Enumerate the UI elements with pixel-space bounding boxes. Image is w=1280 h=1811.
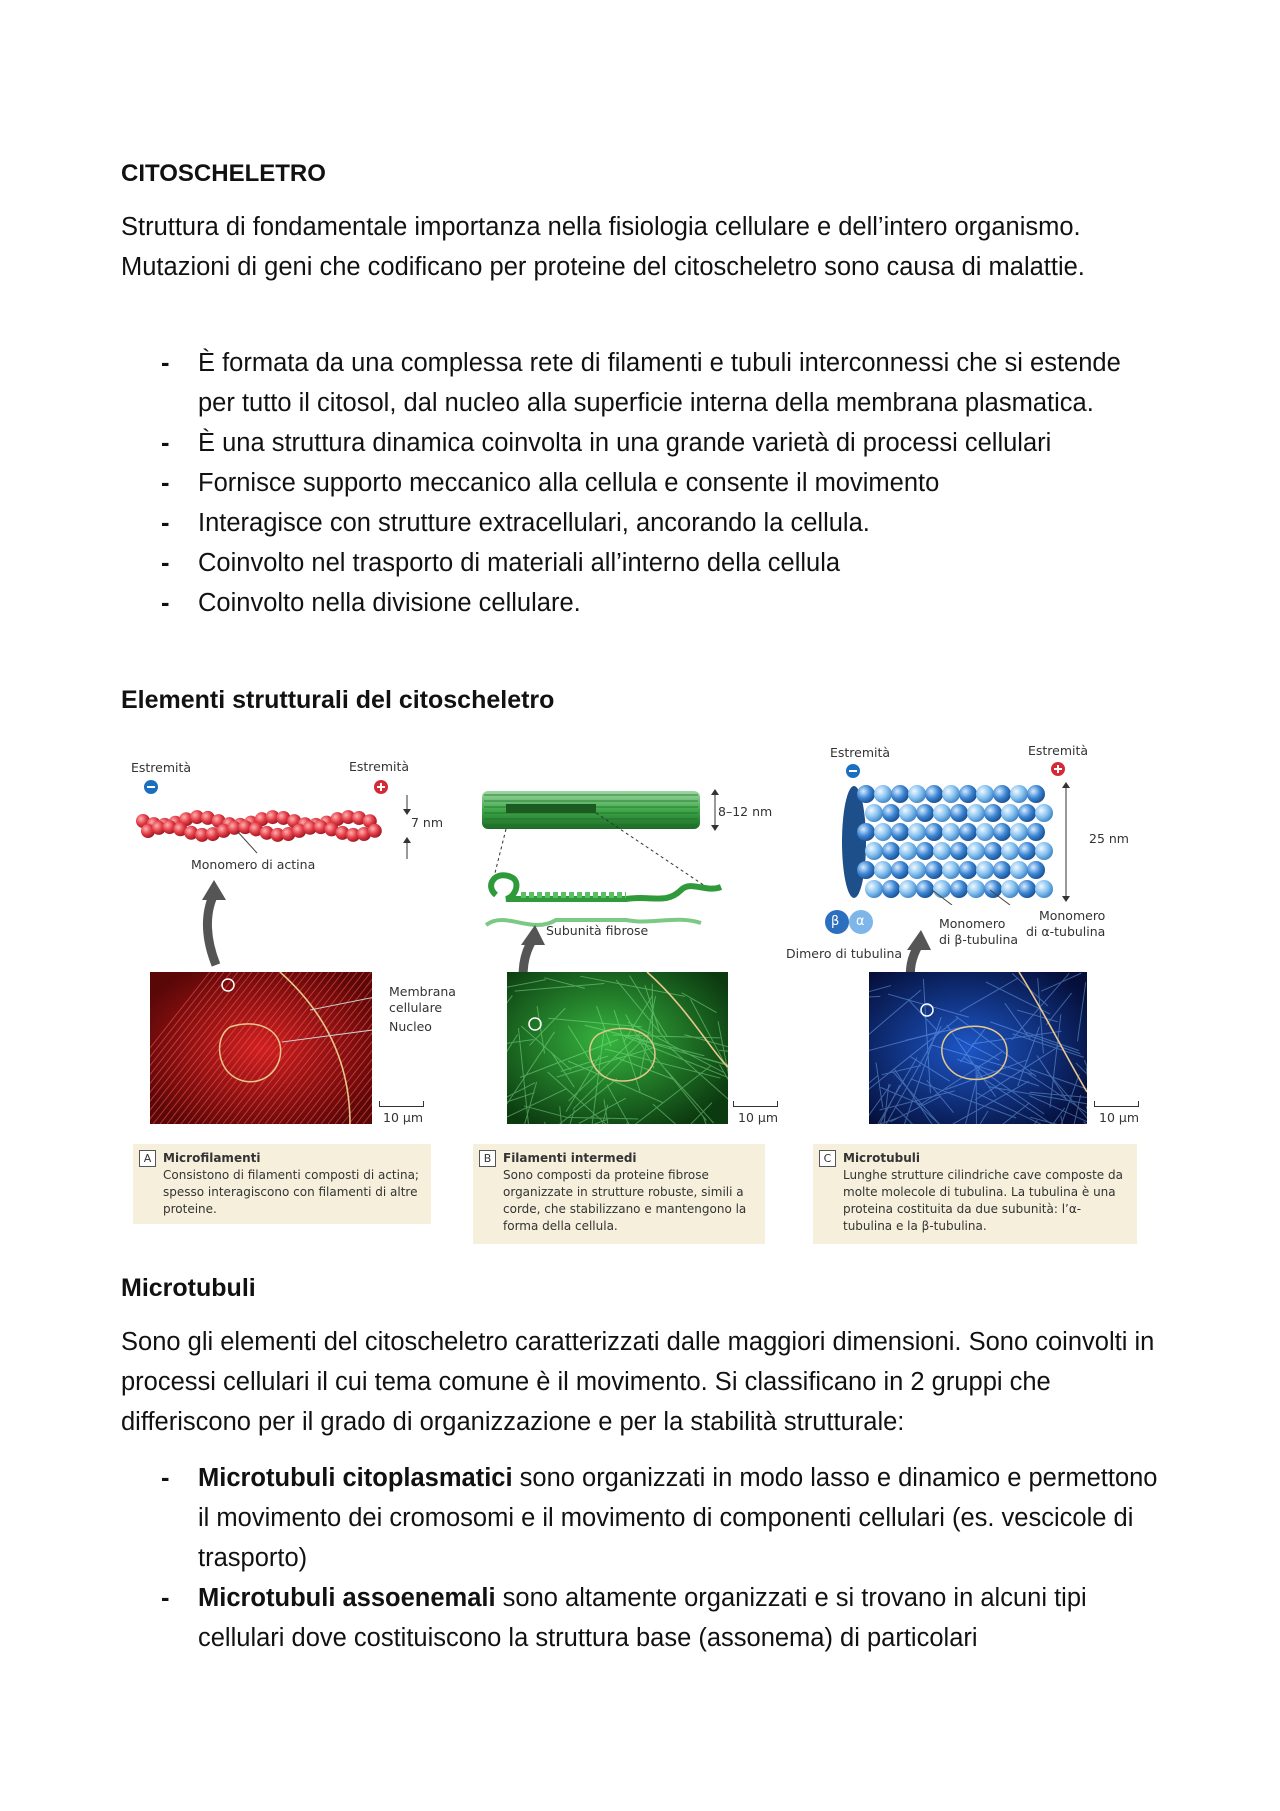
intermediate-fibers-image bbox=[507, 972, 728, 1124]
beta-monomer-label bbox=[939, 916, 1018, 948]
beta-monomer-line1: Monomero bbox=[939, 916, 1006, 931]
intermediate-subunit-label: Subunità fibrose bbox=[546, 923, 649, 938]
mt-minus-end-label: Estremità bbox=[830, 745, 891, 760]
intermediate-filament-diagram bbox=[476, 785, 731, 935]
intro-bullet-list bbox=[121, 343, 1161, 623]
membrane-label-line2: cellulare bbox=[389, 1000, 443, 1015]
list-item bbox=[121, 1458, 1161, 1578]
list-item-text: sono organizzati in modo lasso e dinamico e permettono il movimento dei cromosomi e il movimento di componenti cellulari (es. vescicole di trasporto) bbox=[198, 1464, 1158, 1572]
caption-microfilaments bbox=[133, 1144, 431, 1224]
actin-minus-end-label: Estremità bbox=[131, 760, 192, 775]
caption-microtubules bbox=[813, 1144, 1137, 1244]
actin-filament-diagram bbox=[133, 793, 423, 863]
scale-bar bbox=[733, 1101, 778, 1107]
scale-bar bbox=[379, 1101, 424, 1107]
intermediate-width-label: 8–12 nm bbox=[718, 804, 773, 819]
list-item-term: Microtubuli citoplasmatici bbox=[198, 1464, 513, 1492]
nucleus-label: Nucleo bbox=[389, 1019, 432, 1034]
minus-end-icon bbox=[845, 763, 861, 779]
cytoskeleton-figure bbox=[121, 735, 1146, 1245]
list-item: - Fornisce supporto meccanico alla cellula e consente il movimento bbox=[121, 463, 1161, 503]
list-item-term: Microtubuli assoenemali bbox=[198, 1584, 496, 1612]
page-title: CITOSCHELETRO bbox=[121, 160, 326, 187]
intermediate-scale-label: 10 μm bbox=[738, 1110, 779, 1125]
list-item: - Interagisce con strutture extracellulari, ancorando la cellula. bbox=[121, 503, 1161, 543]
microtubule-diagram bbox=[840, 780, 1080, 905]
tubulin-dimer-label: Dimero di tubulina bbox=[786, 946, 903, 961]
intermediate-micrograph bbox=[507, 972, 728, 1124]
beta-symbol: β bbox=[831, 914, 840, 929]
actin-micrograph bbox=[150, 972, 372, 1124]
microtubule-fibers-image bbox=[869, 972, 1087, 1124]
actin-monomer-label: Monomero di actina bbox=[191, 857, 316, 872]
section-heading-microtubules: Microtubuli bbox=[121, 1274, 256, 1302]
membrane-label bbox=[389, 984, 456, 1016]
actin-plus-end-label: Estremità bbox=[349, 759, 410, 774]
list-item: - Coinvolto nella divisione cellulare. bbox=[121, 583, 1161, 623]
caption-text: Consistono di filamenti composti di actina; spesso interagiscono con filamenti di altre proteine. bbox=[163, 1168, 419, 1216]
actin-scale-label: 10 μm bbox=[383, 1110, 424, 1125]
caption-text: Sono composti da proteine fibrose organizzate in strutture robuste, simili a corde, che stabilizzano e mantengono la forma della cellula. bbox=[503, 1168, 747, 1233]
list-item: - Coinvolto nel trasporto di materiali all’interno della cellula bbox=[121, 543, 1161, 583]
membrane-label-line1: Membrana bbox=[389, 984, 456, 999]
caption-letter: A bbox=[139, 1150, 156, 1167]
list-item: - È formata da una complessa rete di filamenti e tubuli interconnessi che si estende per tutto il citosol, dal nucleo alla superficie interna della membrana plasmatica. bbox=[121, 343, 1161, 423]
mt-scale-label: 10 μm bbox=[1099, 1110, 1140, 1125]
scale-bar bbox=[1094, 1101, 1139, 1107]
list-item-text: sono altamente organizzati e si trovano in alcuni tipi cellulari dove costituiscono la struttura base (assonema) di particolari bbox=[198, 1584, 1087, 1652]
caption-text: Lunghe strutture cilindriche cave composte da molte molecole di tubulina. La tubulina è una proteina costituita da due subunità: l’α-tubulina e la β-tubulina. bbox=[843, 1168, 1123, 1233]
caption-letter: C bbox=[819, 1150, 836, 1167]
section-heading-elements: Elementi strutturali del citoscheletro bbox=[121, 686, 555, 714]
plus-end-icon bbox=[1050, 761, 1066, 777]
alpha-monomer-label bbox=[1026, 908, 1105, 940]
microtubule-micrograph bbox=[869, 972, 1087, 1124]
caption-intermediate-filaments bbox=[473, 1144, 765, 1244]
list-item: - È una struttura dinamica coinvolta in una grande varietà di processi cellulari bbox=[121, 423, 1161, 463]
mt-width-label: 25 nm bbox=[1089, 831, 1129, 846]
intro-paragraph: Struttura di fondamentale importanza nella fisiologia cellulare e dell’intero organismo. Mutazioni di geni che codificano per proteine del citoscheletro sono causa di malattie. bbox=[121, 213, 1085, 281]
alpha-monomer-line2: di α-tubulina bbox=[1026, 924, 1106, 939]
mt-plus-end-label: Estremità bbox=[1028, 743, 1089, 758]
caption-letter: B bbox=[479, 1150, 496, 1167]
actin-width-label: 7 nm bbox=[411, 815, 444, 830]
caption-title: Microtubuli bbox=[843, 1151, 920, 1165]
actin-fibers-image bbox=[150, 972, 372, 1124]
microtubules-paragraph: Sono gli elementi del citoscheletro caratterizzati dalle maggiori dimensioni. Sono coinvolti in processi cellulari il cui tema comune è il movimento. Si classificano in 2 gruppi che differiscono per il grado di organizzazione e per la stabilità strutturale: bbox=[121, 1328, 1155, 1436]
caption-title: Filamenti intermedi bbox=[503, 1151, 637, 1165]
microtubules-bullet-list bbox=[121, 1458, 1161, 1658]
list-item bbox=[121, 1578, 1161, 1658]
alpha-monomer-line1: Monomero bbox=[1038, 908, 1106, 923]
caption-title: Microfilamenti bbox=[163, 1151, 261, 1165]
beta-monomer-line2: di β-tubulina bbox=[939, 932, 1019, 947]
alpha-symbol: α bbox=[856, 914, 865, 929]
zoom-arrow-icon bbox=[196, 880, 236, 970]
